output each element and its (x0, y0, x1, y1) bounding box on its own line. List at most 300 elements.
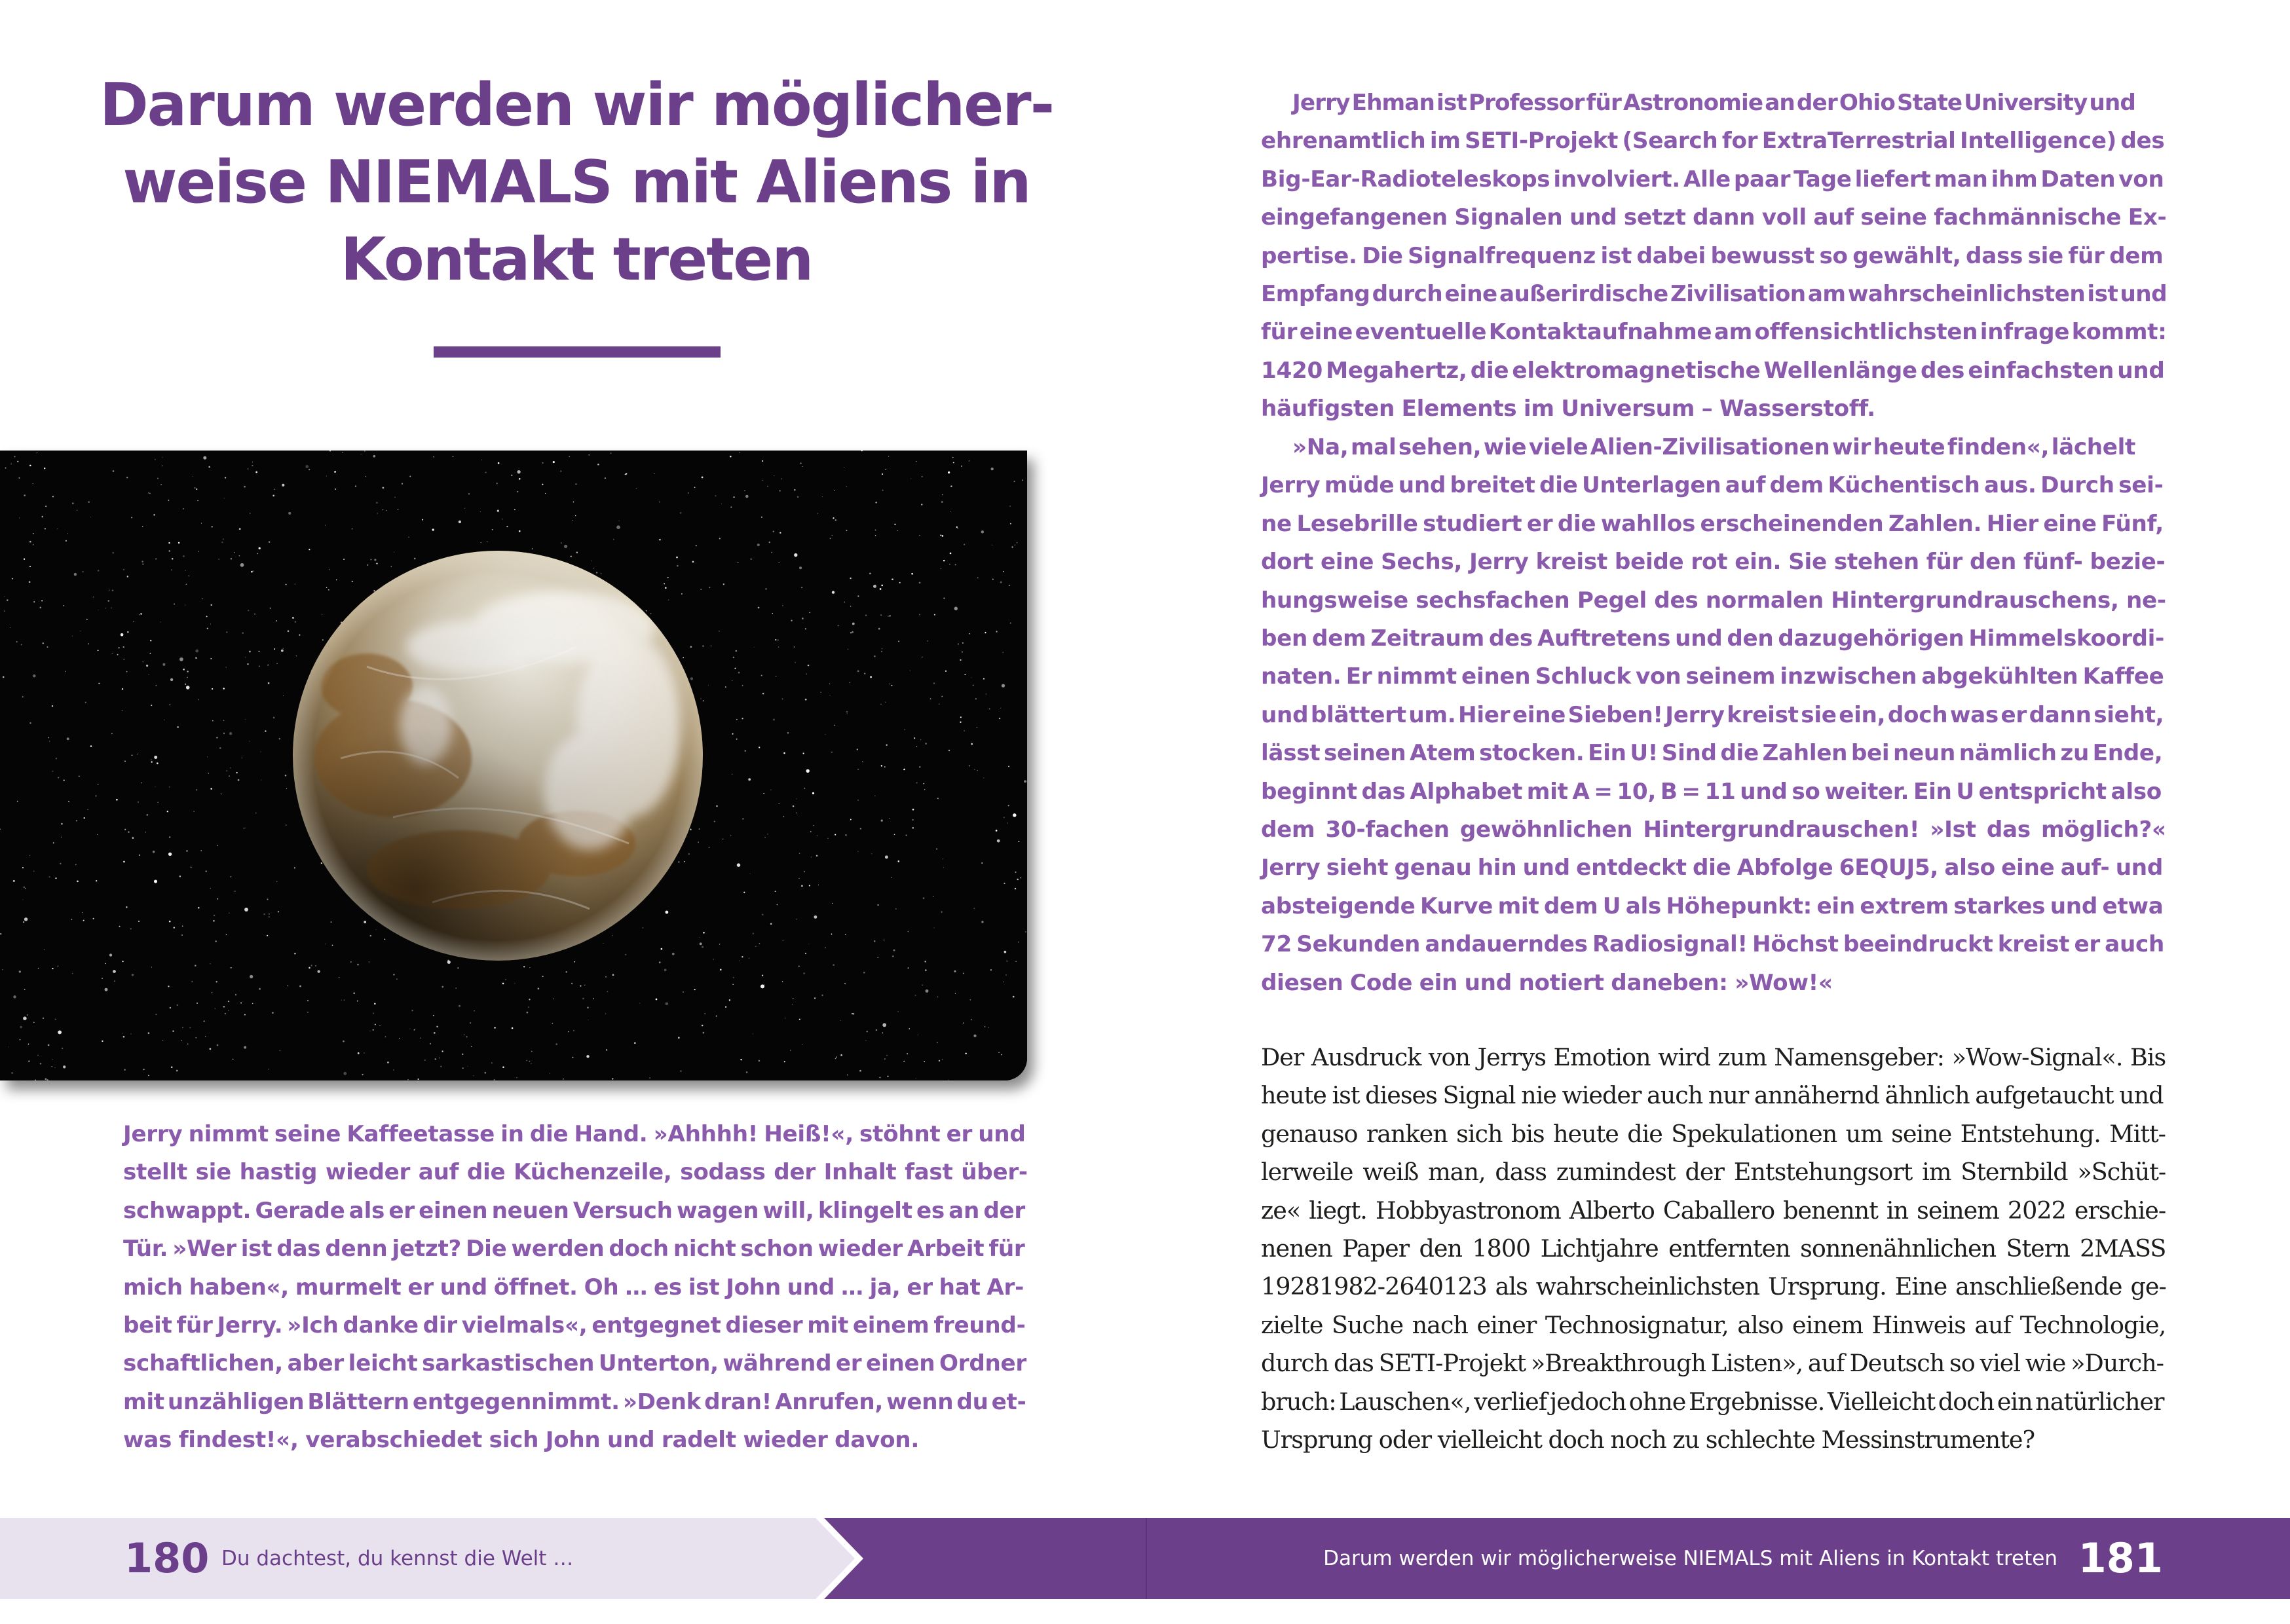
star (770, 923, 772, 925)
star (571, 556, 572, 557)
star (408, 537, 409, 538)
star (1013, 813, 1016, 817)
star (235, 891, 236, 892)
star (1025, 931, 1026, 932)
star (634, 1042, 636, 1044)
star (102, 978, 103, 979)
star (852, 1013, 853, 1014)
star (798, 878, 799, 879)
star (659, 539, 660, 540)
star (230, 876, 231, 877)
star (299, 986, 301, 987)
star (38, 968, 39, 969)
star (352, 581, 353, 582)
star (574, 961, 576, 963)
star (940, 534, 941, 536)
star (61, 823, 63, 825)
star (676, 557, 678, 559)
star (942, 535, 944, 537)
star (773, 530, 774, 532)
star (933, 927, 934, 928)
star (40, 607, 42, 609)
star (960, 659, 961, 661)
star (263, 913, 265, 915)
star (130, 928, 132, 930)
star (683, 991, 684, 993)
star (485, 471, 486, 473)
star (936, 849, 937, 850)
star (777, 904, 778, 906)
star (642, 927, 643, 929)
star (517, 491, 519, 492)
star (387, 1061, 389, 1063)
star (798, 966, 800, 967)
star (973, 1035, 976, 1037)
star (24, 494, 26, 496)
star (573, 1030, 574, 1031)
star (916, 746, 918, 747)
star (767, 486, 768, 487)
star (315, 965, 316, 967)
star (244, 1014, 246, 1016)
star (168, 500, 169, 501)
star (282, 484, 284, 487)
star (248, 610, 249, 611)
star (162, 1040, 163, 1041)
star (29, 541, 31, 543)
star (61, 837, 62, 838)
star (923, 897, 925, 899)
star (60, 863, 61, 864)
star (193, 811, 195, 812)
star (93, 918, 94, 919)
star (736, 719, 738, 720)
star (915, 995, 916, 996)
star (758, 607, 760, 609)
star (43, 1018, 44, 1019)
star (769, 542, 770, 543)
star (179, 657, 183, 661)
star (880, 704, 881, 705)
star (964, 730, 965, 731)
star (229, 732, 233, 735)
star (834, 725, 835, 726)
text-line: und blättert um. Hier eine Sieben! Jerry kreist sie ein, doch was er dann sieht, (1261, 701, 2164, 728)
star (809, 885, 810, 886)
star (269, 916, 270, 917)
star (49, 876, 50, 877)
right-column-paragraph-2 (1261, 428, 2167, 1002)
star (895, 908, 897, 910)
star (794, 553, 797, 557)
star (17, 461, 18, 462)
star (1003, 571, 1004, 572)
star (881, 651, 882, 652)
star (704, 1013, 705, 1014)
star (122, 688, 123, 690)
star (779, 532, 781, 533)
star (846, 486, 848, 487)
star (113, 470, 115, 472)
star (252, 1003, 253, 1005)
star (98, 784, 99, 785)
star (126, 906, 128, 908)
star (884, 766, 886, 767)
star (355, 485, 356, 487)
star (33, 544, 34, 545)
star (983, 678, 985, 680)
star (240, 563, 244, 567)
star (762, 460, 763, 462)
star (195, 965, 197, 967)
star (610, 452, 611, 454)
star (664, 583, 665, 584)
star (867, 1031, 868, 1032)
star (150, 640, 151, 641)
text-line: mit unzähligen Blättern entgegennimmt. »Denk dran! Anrufen, wenn du et- (123, 1388, 1026, 1415)
star (127, 631, 128, 633)
star (186, 584, 187, 585)
star (133, 621, 134, 622)
star (23, 1016, 27, 1020)
star (273, 717, 275, 719)
star (281, 650, 284, 652)
star (420, 1037, 421, 1039)
star (832, 591, 835, 593)
star (267, 665, 269, 666)
text-line: schwappt. Gerade als er einen neuen Versuch wagen will, klingelt es an der (123, 1197, 1025, 1224)
star (502, 1066, 504, 1068)
star (924, 789, 925, 790)
star (1017, 542, 1018, 544)
star (1004, 817, 1005, 818)
star (1018, 841, 1019, 842)
star (716, 805, 718, 807)
star (114, 980, 115, 982)
star (960, 716, 962, 718)
text-line: eingefangenen Signalen und setzt dann voll auf seine fachmännische Ex- (1261, 204, 2167, 231)
star (259, 988, 261, 990)
star (806, 769, 810, 773)
star (519, 530, 521, 532)
star (492, 529, 493, 530)
text-line: durch das SETI-Projekt »Breakthrough Listen», auf Deutsch so viel wie »Durch- (1261, 1349, 2164, 1378)
star (127, 576, 128, 577)
star (981, 921, 983, 923)
star (532, 548, 533, 549)
text-line: genauso ranken sich bis heute die Spekulationen um seine Entstehung. Mitt- (1261, 1119, 2166, 1148)
star (7, 599, 9, 601)
star (216, 940, 217, 942)
star (922, 984, 923, 986)
text-line: was findest!«, verabschiedet sich John und radelt wieder davon. (123, 1427, 920, 1454)
star (19, 970, 21, 972)
star (123, 646, 124, 648)
star (799, 853, 800, 854)
star (55, 877, 56, 879)
star (83, 571, 84, 572)
star (329, 569, 330, 570)
star (814, 997, 816, 999)
star (667, 577, 669, 578)
star (63, 605, 64, 606)
star (140, 613, 141, 614)
star (998, 1052, 1000, 1053)
star (195, 650, 198, 653)
star (730, 506, 732, 507)
star (681, 593, 683, 595)
star (702, 1025, 704, 1027)
star (196, 789, 197, 790)
star (373, 1012, 374, 1014)
star (700, 942, 702, 945)
star (24, 917, 28, 921)
star (1015, 872, 1016, 873)
star (871, 853, 872, 854)
star (142, 563, 143, 564)
star (464, 508, 465, 509)
star (506, 526, 508, 527)
star (765, 588, 766, 589)
star (973, 685, 974, 686)
star (299, 635, 300, 636)
star (274, 648, 275, 650)
star (390, 566, 392, 567)
star (950, 553, 952, 555)
star (433, 1015, 434, 1016)
star (335, 489, 336, 490)
star (882, 648, 883, 650)
star (113, 970, 116, 973)
star (339, 977, 340, 978)
star (941, 696, 943, 697)
star (45, 528, 46, 530)
star (702, 645, 704, 647)
text-line: naten. Er nimmt einen Schluck von seinem inzwischen abgekühlten Kaffee (1261, 663, 2164, 690)
star (923, 783, 924, 784)
star (278, 911, 279, 912)
star (197, 1003, 198, 1004)
star (692, 561, 694, 563)
star (128, 831, 130, 833)
star (759, 943, 760, 944)
star (850, 632, 852, 633)
headline-line: weise NIEMALS mit Aliens in (122, 148, 1030, 217)
star (699, 828, 700, 830)
star (761, 674, 762, 676)
text-line: lerweile weiß man, dass zumindest der Entstehungsort im Sternbild »Schüt- (1261, 1158, 2166, 1187)
star (105, 988, 108, 991)
star (228, 1010, 229, 1011)
right-column-paragraph-1 (1261, 84, 2167, 428)
star (343, 1072, 347, 1075)
star (881, 820, 883, 822)
star (393, 974, 395, 976)
star (1022, 479, 1023, 481)
star (761, 517, 762, 518)
star (239, 555, 240, 557)
star (836, 1056, 838, 1058)
star (502, 983, 504, 985)
star (656, 999, 658, 1001)
star (21, 644, 22, 646)
star (54, 1067, 56, 1069)
star (783, 752, 785, 754)
star (223, 688, 225, 690)
star (177, 1005, 179, 1006)
star (138, 802, 139, 803)
star (285, 775, 287, 777)
star (778, 646, 779, 647)
star (970, 999, 971, 1001)
star (964, 674, 966, 675)
star (435, 1058, 437, 1060)
star (941, 912, 943, 913)
star (805, 699, 807, 701)
star (109, 953, 112, 956)
star (195, 1037, 197, 1039)
star (1020, 877, 1021, 878)
star (47, 646, 48, 648)
star (116, 799, 118, 801)
star (244, 486, 246, 488)
star (876, 1029, 877, 1031)
star (971, 743, 973, 745)
star (212, 688, 213, 690)
star (584, 985, 585, 986)
star (985, 632, 986, 633)
star (231, 558, 232, 559)
star (19, 517, 20, 518)
star (470, 1022, 471, 1024)
star (801, 587, 802, 588)
star (847, 713, 848, 714)
star (897, 530, 898, 531)
star (207, 628, 208, 629)
star (939, 704, 940, 705)
star (810, 831, 812, 832)
text-line: ehrenamtlich im SETI-Projekt (Search for ExtraTerrestrial Intelligence) des (1261, 128, 2165, 155)
star (811, 857, 812, 858)
star (157, 802, 159, 803)
text-line: Jerry Ehman ist Professor für Astronomie an der Ohio State University und (1292, 90, 2135, 116)
star (33, 1022, 35, 1023)
star (933, 682, 935, 684)
star (613, 539, 614, 540)
star (28, 1060, 29, 1061)
star (210, 604, 212, 606)
star (59, 1031, 60, 1033)
star (52, 1059, 53, 1060)
star (593, 998, 594, 999)
star (880, 588, 882, 590)
star (326, 475, 328, 477)
star (516, 1077, 517, 1078)
star (216, 737, 217, 738)
star (903, 769, 905, 771)
star (734, 496, 735, 498)
star (414, 1029, 415, 1031)
star (908, 931, 909, 932)
star (29, 581, 31, 583)
star (962, 652, 963, 653)
star (176, 1070, 178, 1072)
star (326, 587, 327, 588)
star (963, 972, 964, 974)
star (162, 663, 165, 666)
star (267, 898, 268, 900)
star (751, 559, 752, 560)
star (975, 698, 977, 699)
star (217, 898, 218, 900)
star (309, 967, 310, 969)
star (887, 1076, 888, 1077)
star (1008, 805, 1009, 806)
star (244, 1046, 246, 1049)
star (10, 464, 12, 465)
star (943, 560, 945, 562)
star (571, 983, 573, 985)
star (473, 1075, 474, 1076)
star (942, 1059, 943, 1060)
star (187, 677, 188, 678)
star (25, 888, 26, 889)
star (732, 984, 733, 985)
star (894, 834, 895, 836)
star (919, 614, 920, 616)
star (880, 1077, 881, 1078)
right-page-number: 181 (2078, 1534, 2163, 1582)
star (82, 912, 83, 913)
star (207, 756, 208, 757)
star (827, 838, 828, 839)
star (732, 774, 733, 775)
left-running-title: Du dachtest, du kennst die Welt … (221, 1547, 574, 1570)
star (244, 908, 248, 912)
star (210, 788, 212, 790)
star (992, 579, 994, 580)
star (459, 1005, 460, 1007)
star (873, 585, 876, 588)
star (214, 915, 216, 917)
star (399, 1038, 400, 1039)
star (775, 639, 776, 640)
star (649, 1077, 650, 1079)
star (920, 739, 921, 740)
star (279, 1050, 280, 1051)
star (305, 465, 309, 468)
star (881, 585, 883, 587)
star (248, 468, 249, 470)
star (665, 911, 668, 914)
star (183, 669, 185, 671)
star (230, 767, 231, 769)
star (369, 961, 370, 963)
headline-line: Darum werden wir möglicher- (99, 71, 1054, 139)
star (185, 570, 186, 571)
star (102, 1041, 103, 1042)
star (374, 1003, 376, 1005)
star (690, 829, 691, 830)
star (568, 1031, 569, 1033)
star (511, 475, 512, 476)
star (799, 566, 802, 569)
star (802, 752, 804, 754)
star (696, 545, 697, 546)
text-line: ze« liegt. Hobbyastronom Alberto Caballero benennt in seinem 2022 erschie- (1261, 1196, 2166, 1225)
star (748, 778, 751, 781)
star (942, 494, 943, 495)
